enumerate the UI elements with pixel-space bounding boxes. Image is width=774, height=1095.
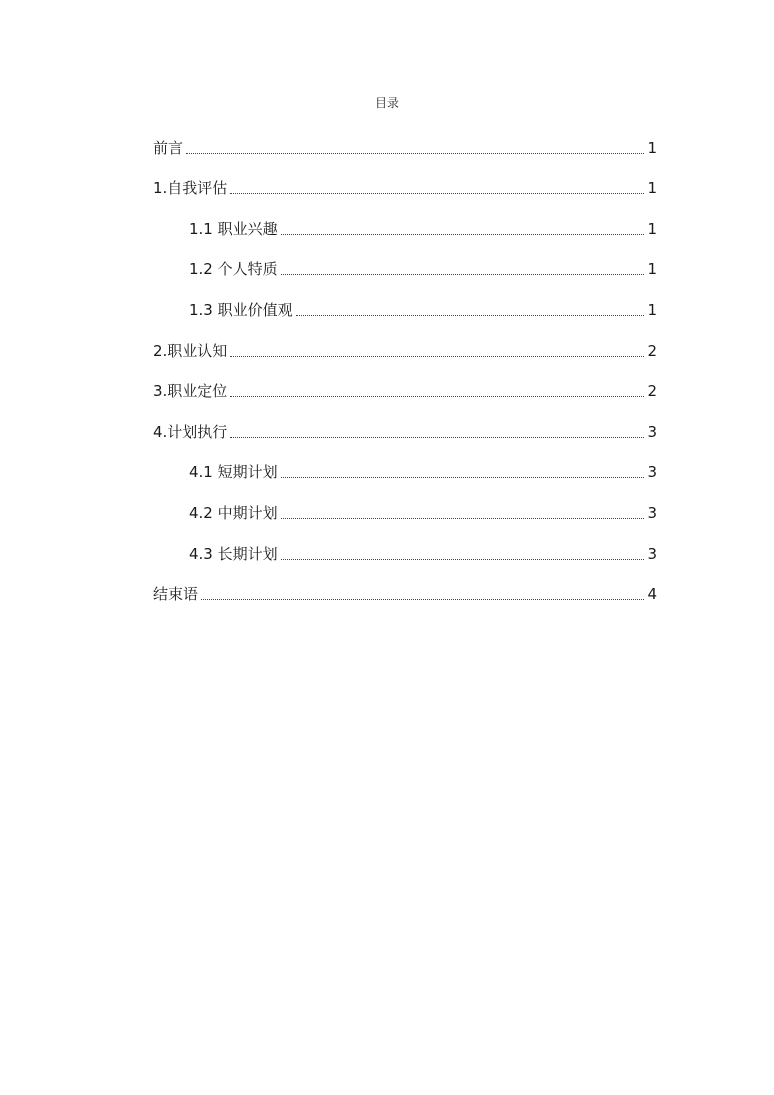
toc-entry-text: 1.2 个人特质 xyxy=(189,260,278,279)
toc-dot-leader xyxy=(230,193,644,194)
toc-dot-leader xyxy=(281,234,645,235)
toc-entry[interactable] xyxy=(153,283,657,324)
toc-page-number: 3 xyxy=(647,544,657,563)
toc-page-number: 2 xyxy=(647,382,657,401)
toc-page-number: 2 xyxy=(647,341,657,360)
toc-page-number: 3 xyxy=(647,503,657,522)
toc-page-number: 1 xyxy=(647,260,657,279)
toc-entry[interactable] xyxy=(153,202,657,243)
toc-entry[interactable] xyxy=(153,568,657,609)
toc-dot-leader xyxy=(281,518,645,519)
toc-entry-text: 前言 xyxy=(153,138,184,157)
toc-dot-leader xyxy=(281,477,645,478)
toc-dot-leader xyxy=(281,274,645,275)
toc-dot-leader xyxy=(230,437,644,438)
toc-entry-text: 4.2 中期计划 xyxy=(189,503,278,522)
toc-entry[interactable] xyxy=(153,243,657,284)
toc-page-number: 3 xyxy=(647,463,657,482)
toc-dot-leader xyxy=(230,356,644,357)
toc-page-number: 1 xyxy=(647,219,657,238)
toc-entry[interactable] xyxy=(153,527,657,568)
toc-entry-text: 4.计划执行 xyxy=(153,422,228,441)
toc-entry[interactable] xyxy=(153,121,657,162)
toc-entry-text: 1.自我评估 xyxy=(153,179,228,198)
toc-entry-text: 1.3 职业价值观 xyxy=(189,300,293,319)
toc-page-number: 1 xyxy=(647,179,657,198)
toc-entry[interactable] xyxy=(153,365,657,406)
toc-page-number: 1 xyxy=(647,138,657,157)
toc-entry[interactable] xyxy=(153,405,657,446)
toc-entry-text: 3.职业定位 xyxy=(153,382,228,401)
toc-entry-text: 4.3 长期计划 xyxy=(189,544,278,563)
toc-entry[interactable] xyxy=(153,324,657,365)
toc-entry[interactable] xyxy=(153,162,657,203)
toc-page-number: 4 xyxy=(647,585,657,604)
table-of-contents xyxy=(153,121,657,608)
toc-dot-leader xyxy=(201,599,644,600)
toc-dot-leader xyxy=(296,315,645,316)
toc-page-number: 1 xyxy=(647,300,657,319)
toc-entry-text: 1.1 职业兴趣 xyxy=(189,219,278,238)
toc-entry[interactable] xyxy=(153,486,657,527)
toc-entry-text: 结束语 xyxy=(153,585,199,604)
toc-entry-text: 2.职业认知 xyxy=(153,341,228,360)
toc-page-number: 3 xyxy=(647,422,657,441)
toc-dot-leader xyxy=(230,396,644,397)
toc-entry-text: 4.1 短期计划 xyxy=(189,463,278,482)
toc-entry[interactable] xyxy=(153,446,657,487)
toc-title: 目录 xyxy=(374,96,399,110)
toc-dot-leader xyxy=(281,559,645,560)
toc-dot-leader xyxy=(186,153,644,154)
